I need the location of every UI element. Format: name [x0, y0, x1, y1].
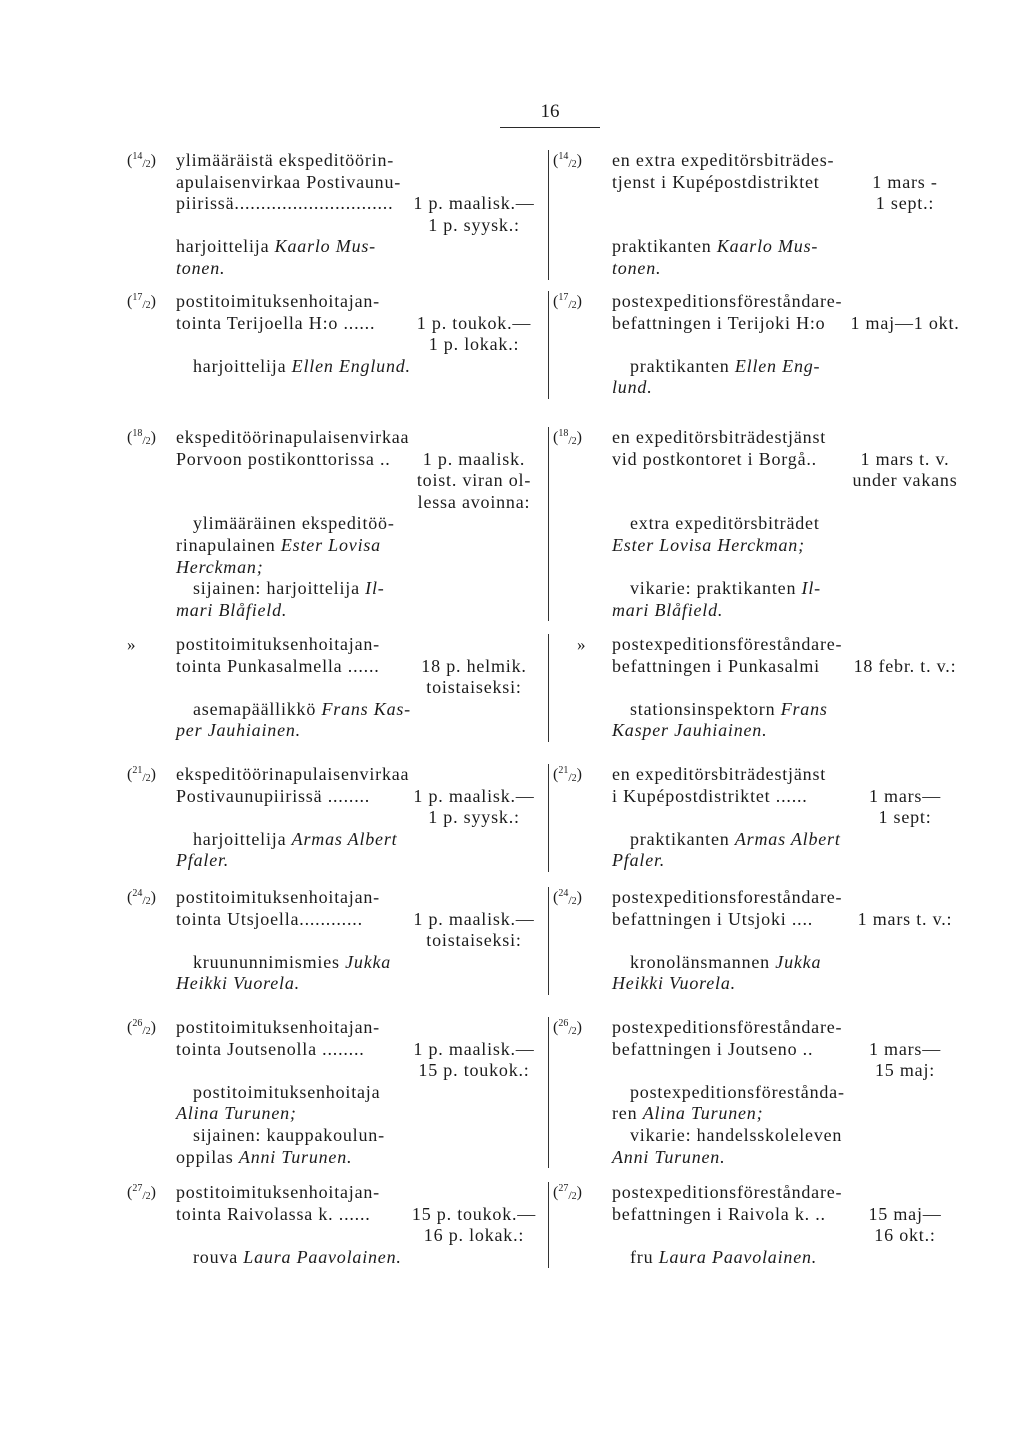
line-text: vikarie: handelsskoleleven	[630, 1125, 843, 1145]
date-range: 15 p. toukok.:	[418, 1060, 530, 1081]
person-name: Kasper Jauhiainen.	[612, 720, 768, 741]
line-text: tjenst i Kupépostdistriktet	[612, 171, 820, 192]
text-line	[612, 535, 805, 557]
person-name: Kaarlo Mus-	[274, 236, 376, 257]
text-line	[176, 1103, 297, 1125]
text-line	[176, 973, 300, 995]
text-line	[176, 764, 409, 786]
text-line	[630, 578, 821, 600]
person-name: mari Blåfield.	[612, 599, 724, 620]
date-range: 1 mars -	[872, 171, 938, 192]
person-name: Anni Turunen.	[612, 1146, 726, 1167]
mark-month: / $_2$	[568, 1026, 576, 1037]
text-line	[612, 1182, 842, 1204]
reference-mark	[127, 291, 156, 313]
reference-mark	[127, 634, 136, 657]
text-line	[176, 786, 370, 808]
text-line	[193, 829, 397, 851]
line-text: ekspeditöörinapulaisenvirkaa	[176, 427, 410, 447]
date-range: 1 p. syysk.:	[428, 214, 520, 235]
text-line	[612, 1039, 813, 1061]
line-text: tointa Utsjoella............	[176, 908, 363, 929]
date-range: 1 p. maalisk.—	[413, 1038, 535, 1059]
line-text: tointa Punkasalmella ......	[176, 655, 380, 676]
text-line	[176, 656, 380, 678]
line-text: postitoimituksenhoitajan-	[176, 1182, 380, 1202]
line-text: postexpeditionsföreståndare-	[612, 1182, 843, 1202]
date-range: 1 p. maalisk.	[422, 448, 526, 469]
text-line	[193, 513, 395, 535]
text-line	[612, 634, 842, 656]
person-name: Heikki Vuorela.	[176, 973, 300, 994]
mark-day: 21	[132, 765, 143, 776]
line-text: asemapäällikkö	[193, 698, 322, 719]
person-name: Herckman;	[176, 556, 264, 577]
reference-mark	[127, 427, 156, 449]
line-text: postitoimituksenhoitajan-	[176, 1017, 380, 1037]
date-range: 1 sept:	[878, 807, 932, 828]
text-line	[193, 1125, 385, 1147]
page-number: 16	[540, 101, 560, 122]
person-name: Heikki Vuorela.	[612, 973, 736, 994]
mark-day: 17	[132, 292, 143, 303]
line-text: befattningen i Punkasalmi	[612, 655, 820, 676]
column-divider	[548, 150, 549, 280]
text-line	[176, 172, 401, 194]
text-line	[176, 449, 391, 471]
reference-mark	[127, 1017, 156, 1039]
text-line	[176, 427, 409, 449]
text-line	[612, 291, 842, 313]
reference-mark	[553, 1182, 582, 1204]
date-range: 18 p. helmik.	[421, 655, 527, 676]
text-line	[612, 973, 736, 995]
line-text: rinapulainen	[176, 535, 281, 555]
line-text: befattningen i Utsjoki ....	[612, 908, 814, 929]
text-line	[176, 193, 393, 215]
date-range: 1 mars—	[868, 1038, 942, 1059]
text-line	[612, 449, 817, 471]
reference-mark	[127, 887, 156, 909]
text-line	[630, 1125, 842, 1147]
reference-mark	[553, 887, 582, 909]
mark-day: 27	[132, 1183, 143, 1194]
ditto-mark: »	[127, 635, 136, 654]
line-text: en expeditörsbiträdestjänst	[612, 427, 827, 447]
column-divider	[548, 634, 549, 742]
text-line	[630, 699, 828, 721]
line-text: Postivaunupiirissä ........	[176, 785, 371, 806]
person-name: lund.	[612, 377, 653, 398]
text-line	[176, 557, 264, 579]
reference-mark	[553, 291, 582, 313]
line-text: apulaisenvirkaa Postivaunu-	[176, 171, 402, 192]
reference-mark	[127, 150, 156, 172]
text-line	[630, 829, 841, 851]
line-text: postitoimituksenhoitaja	[193, 1081, 381, 1102]
mark-month: / $_2$	[142, 159, 150, 170]
text-line	[193, 699, 411, 721]
date-range: toistaiseksi:	[426, 677, 522, 698]
text-line	[176, 887, 380, 909]
person-name: Kaarlo Mus-	[716, 236, 819, 257]
text-line	[612, 172, 820, 194]
reference-mark	[553, 427, 582, 449]
reference-mark	[553, 764, 582, 786]
column-divider	[548, 427, 549, 621]
date-range: 1 mars—	[868, 785, 942, 806]
date-range: 15 maj—	[868, 1203, 942, 1224]
line-text: tointa Joutsenolla ........	[176, 1038, 365, 1059]
line-text: postexpeditionsföreståndare-	[612, 291, 843, 311]
text-line	[612, 656, 820, 678]
text-line	[176, 291, 380, 313]
line-text: ekspeditöörinapulaisenvirkaa	[176, 764, 410, 784]
text-line	[630, 356, 820, 378]
date-range: 1 p. maalisk.—	[413, 193, 535, 214]
mark-month: / $_2$	[568, 896, 576, 907]
text-line	[176, 600, 287, 622]
line-text: postexpeditionsforeståndare-	[612, 887, 843, 907]
line-text: praktikanten	[630, 355, 735, 376]
mark-day: 27	[558, 1183, 569, 1194]
date-range: 1 p. maalisk.—	[413, 785, 535, 806]
reference-mark	[127, 1182, 156, 1204]
text-line	[612, 427, 826, 449]
mark-month: / $_2$	[568, 436, 576, 447]
person-name: Il-	[365, 578, 385, 599]
date-range: 16 p. lokak.:	[423, 1225, 525, 1246]
column-divider	[548, 764, 549, 872]
person-name: Ellen Englund.	[291, 355, 411, 376]
date-range: 15 maj:	[874, 1060, 936, 1081]
text-line	[176, 258, 225, 280]
date-range: 1 p. toukok.—	[416, 312, 532, 333]
date-range: toistaiseksi:	[426, 930, 522, 951]
line-text: postexpeditionsförestånda-	[630, 1081, 845, 1102]
text-line	[612, 909, 813, 931]
person-name: Ester Lovisa	[280, 535, 381, 555]
mark-month: / $_2$	[568, 1191, 576, 1202]
date-range: 16 okt.:	[874, 1225, 936, 1246]
person-name: tonen.	[176, 258, 226, 278]
person-name: Il-	[801, 578, 821, 599]
text-line	[176, 236, 376, 258]
mark-day: 14	[558, 151, 569, 162]
text-line	[193, 578, 385, 600]
line-text: befattningen i Raivola k. ..	[612, 1203, 826, 1224]
line-text: rouva	[193, 1246, 244, 1267]
mark-month: / $_2$	[142, 773, 150, 784]
text-line	[176, 634, 380, 656]
reference-mark	[127, 764, 156, 786]
line-text: kronolänsmannen	[630, 951, 776, 972]
line-text: Porvoon postikonttorissa ..	[176, 448, 391, 469]
mark-day: 18	[558, 428, 569, 439]
text-line	[176, 313, 375, 335]
text-line	[176, 1204, 371, 1226]
text-line	[612, 258, 661, 280]
line-text: en extra expeditörsbiträdes-	[612, 150, 835, 170]
person-name: Pfaler.	[612, 850, 666, 871]
date-range: under vakans	[852, 470, 958, 491]
text-line	[176, 850, 229, 872]
line-text: harjoittelija	[176, 236, 275, 257]
line-text: sijainen: kauppakoulun-	[193, 1125, 385, 1145]
line-text: harjoittelija	[193, 828, 292, 849]
line-text: befattningen i Terijoki H:o	[612, 312, 826, 333]
text-line	[612, 236, 818, 258]
date-range: 1 mars t. v.	[860, 448, 950, 469]
person-name: Frans Kas-	[321, 698, 411, 719]
mark-day: 26	[132, 1018, 143, 1029]
date-range: 1 maj—1 okt.	[850, 312, 960, 333]
person-name: Alina Turunen;	[642, 1103, 764, 1124]
line-text: postitoimituksenhoitajan-	[176, 291, 380, 311]
person-name: Frans	[780, 698, 828, 719]
line-text: ylimääräinen ekspeditöö-	[193, 513, 395, 534]
line-text: tointa Terijoella H:o ......	[176, 312, 376, 333]
ditto-mark: »	[577, 635, 586, 654]
text-line	[612, 1147, 725, 1169]
mark-month: / $_2$	[142, 300, 150, 311]
person-name: Alina Turunen;	[176, 1103, 297, 1124]
person-name: Armas Albert	[734, 828, 841, 849]
date-range: 15 p. toukok.—	[411, 1203, 537, 1224]
line-text: oppilas	[176, 1146, 239, 1167]
mark-month: / $_2$	[568, 300, 576, 311]
line-text: en expeditörsbiträdestjänst	[612, 764, 827, 784]
text-line	[176, 1147, 352, 1169]
mark-month: / $_2$	[142, 1191, 150, 1202]
text-line	[612, 600, 723, 622]
reference-mark	[553, 1017, 582, 1039]
person-name: tonen.	[612, 258, 662, 278]
person-name: Armas Albert	[291, 828, 398, 849]
mark-day: 26	[558, 1018, 569, 1029]
person-name: Ester Lovisa Herckman;	[612, 535, 805, 555]
text-line	[193, 1082, 380, 1104]
mark-month: / $_2$	[568, 773, 576, 784]
text-line	[612, 850, 665, 872]
line-text: praktikanten	[612, 236, 717, 257]
line-text: sijainen: harjoittelija	[193, 578, 366, 599]
mark-month: / $_2$	[142, 1026, 150, 1037]
text-line	[630, 1247, 817, 1269]
text-line	[176, 535, 381, 557]
line-text: kruununnimismies	[193, 951, 346, 972]
text-line	[630, 513, 820, 535]
line-text: postexpeditionsföreståndare-	[612, 634, 843, 654]
person-name: per Jauhiainen.	[176, 720, 301, 741]
mark-month: / $_2$	[568, 159, 576, 170]
text-line	[612, 720, 767, 742]
mark-day: 21	[558, 765, 569, 776]
person-name: Laura Paavolainen.	[243, 1246, 402, 1267]
text-line	[176, 1017, 380, 1039]
column-divider	[548, 1182, 549, 1268]
text-line	[612, 377, 653, 399]
person-name: Anni Turunen.	[238, 1146, 353, 1167]
text-line	[193, 952, 391, 974]
text-line	[630, 952, 821, 974]
person-name: Ellen Eng-	[734, 355, 821, 376]
date-range: 1 p. maalisk.—	[413, 908, 535, 929]
line-text: befattningen i Joutseno ..	[612, 1038, 814, 1059]
date-range: 18 febr. t. v.:	[853, 655, 957, 676]
person-name: Jukka	[345, 951, 392, 972]
date-range: 1 p. lokak.:	[428, 334, 520, 355]
line-text: postexpeditionsföreståndare-	[612, 1017, 843, 1037]
text-line	[612, 150, 834, 172]
text-line	[612, 887, 842, 909]
column-divider	[548, 1017, 549, 1168]
mark-month: / $_2$	[142, 436, 150, 447]
text-line	[612, 313, 825, 335]
line-text: i Kupépostdistriktet ......	[612, 785, 808, 806]
date-range: 1 p. syysk.:	[428, 807, 520, 828]
text-line	[176, 150, 394, 172]
column-divider	[548, 887, 549, 995]
column-divider	[548, 291, 549, 399]
mark-day: 24	[558, 888, 569, 899]
text-line	[193, 1247, 402, 1269]
person-name: Laura Paavolainen.	[658, 1246, 818, 1267]
mark-day: 14	[132, 151, 143, 162]
line-text: tointa Raivolassa k. ......	[176, 1203, 371, 1224]
text-line	[176, 909, 363, 931]
date-range: lessa avoinna:	[417, 491, 531, 512]
line-text: stationsinspektorn	[630, 698, 781, 719]
mark-month: / $_2$	[142, 896, 150, 907]
line-text: vid postkontoret i Borgå..	[612, 448, 817, 469]
line-text: postitoimituksenhoitajan-	[176, 887, 380, 907]
line-text: fru	[630, 1246, 659, 1267]
mark-day: 17	[558, 292, 569, 303]
date-range: 1 mars t. v.:	[857, 908, 953, 929]
mark-day: 24	[132, 888, 143, 899]
person-name: Jukka	[775, 951, 822, 972]
line-text: harjoittelija	[193, 355, 292, 376]
text-line	[612, 786, 808, 808]
person-name: mari Blåfield.	[176, 599, 288, 620]
mark-day: 18	[132, 428, 143, 439]
text-line	[176, 1182, 380, 1204]
line-text: postitoimituksenhoitajan-	[176, 634, 380, 654]
date-range: 1 sept.:	[875, 193, 935, 214]
text-line	[176, 1039, 365, 1061]
date-range: toist. viran ol-	[416, 470, 532, 491]
person-name: Pfaler.	[176, 850, 230, 871]
text-line	[176, 720, 301, 742]
line-text: praktikanten	[630, 828, 735, 849]
line-text: piirissä..............................	[176, 193, 394, 214]
text-line	[612, 1204, 826, 1226]
text-line	[612, 1017, 842, 1039]
line-text: ren	[612, 1103, 643, 1124]
line-text: ylimääräistä ekspeditöörin-	[176, 150, 395, 170]
reference-mark	[553, 634, 586, 657]
text-line	[612, 1103, 763, 1125]
line-text: vikarie: praktikanten	[630, 578, 802, 599]
text-line	[612, 764, 826, 786]
line-text: extra expeditörsbiträdet	[630, 513, 820, 534]
text-line	[193, 356, 411, 378]
text-line	[630, 1082, 845, 1104]
reference-mark	[553, 150, 582, 172]
